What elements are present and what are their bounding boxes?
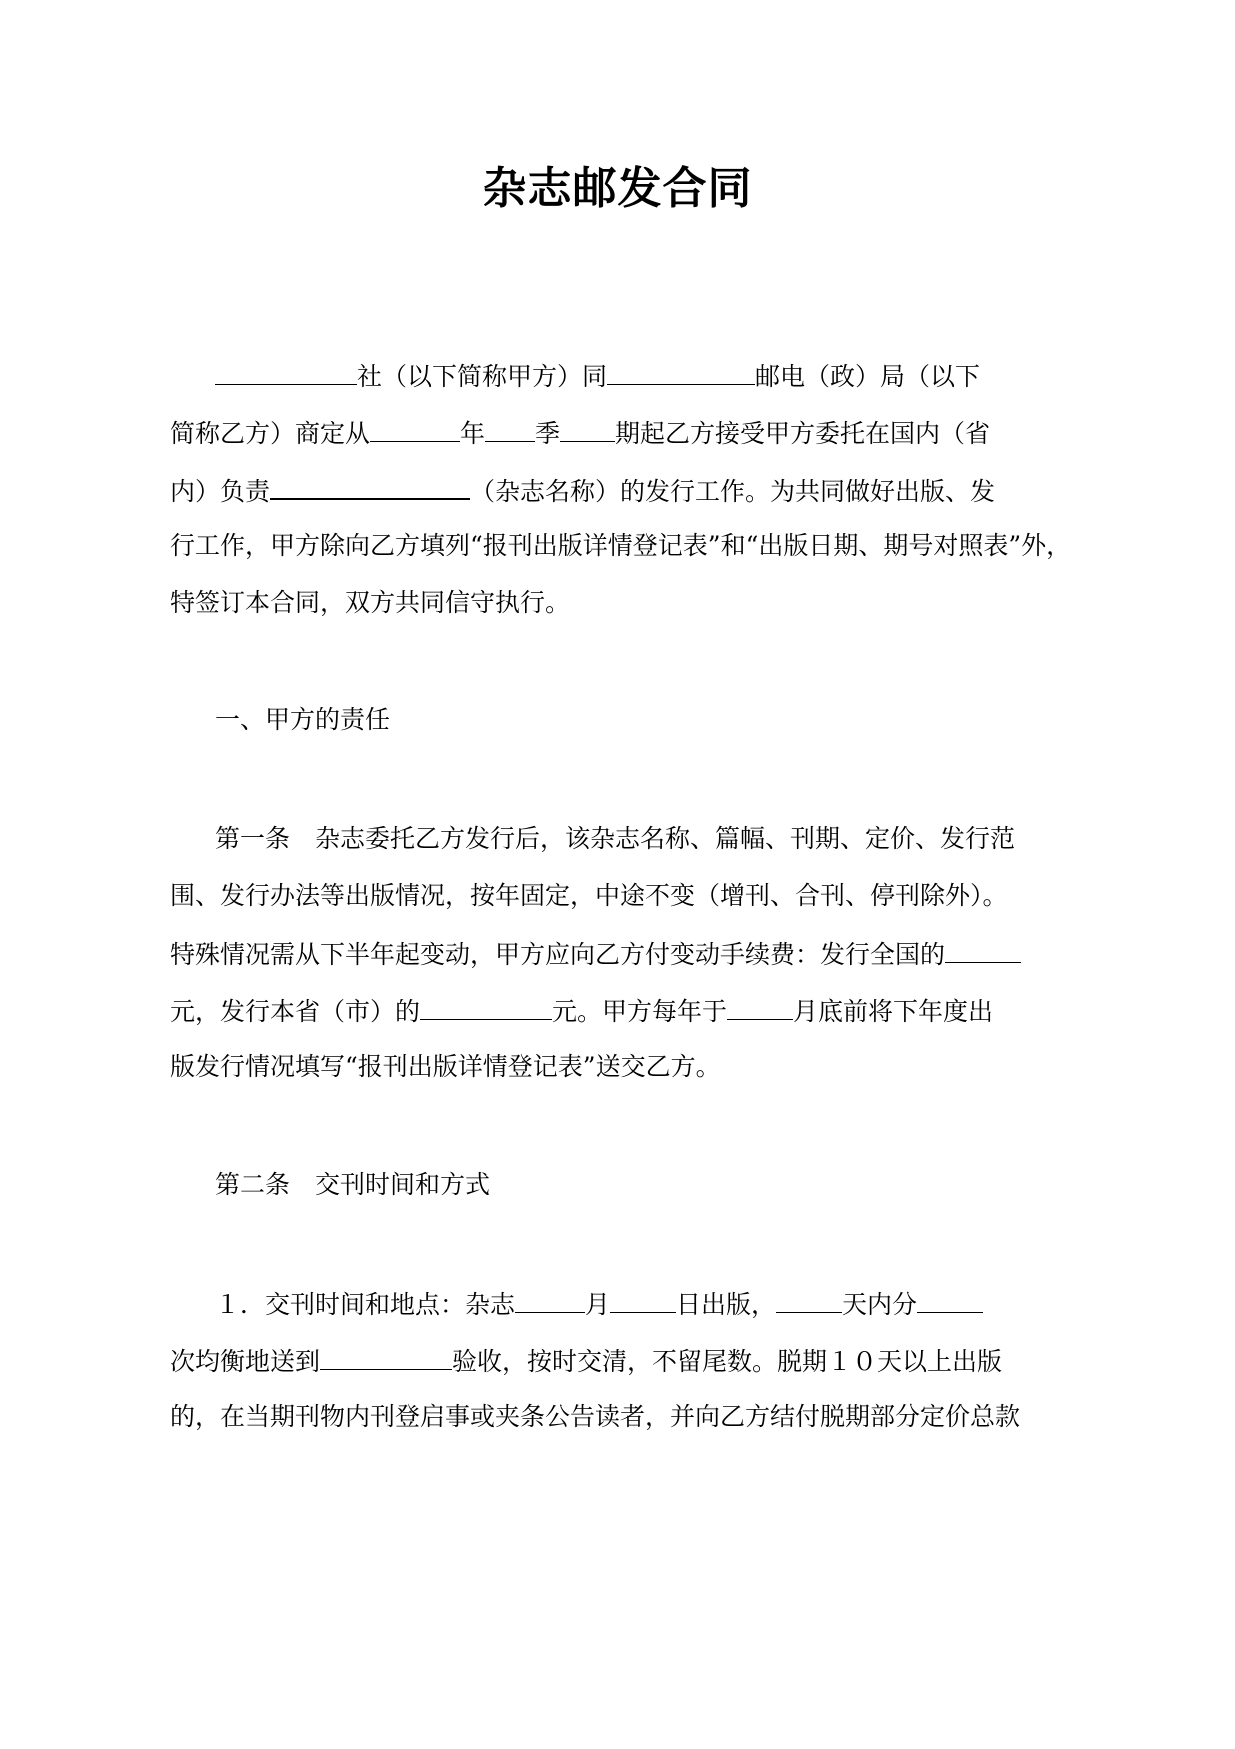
paragraph-line [170,1345,1002,1377]
paragraph-line: 的，在当期刊物内刊登启事或夹条公告读者，并向乙方结付脱期部分定价总款 [170,1402,1021,1431]
fill-blank[interactable] [607,360,755,385]
section-heading: 一、甲方的责任 [215,705,391,734]
fill-blank[interactable] [917,1288,983,1313]
paragraph-line: 特签订本合同，双方共同信守执行。 [170,588,571,617]
text-segment: 邮电（政）局（以下 [755,362,981,391]
fill-blank[interactable] [485,417,535,442]
text-segment: １．交刊时间和地点：杂志 [215,1290,516,1319]
text-segment: （杂志名称）的发行工作。为共同做好出版、发 [470,477,996,506]
fill-blank[interactable] [370,417,460,442]
paragraph-line: 版发行情况填写“报刊出版详情登记表”送交乙方。 [170,1052,721,1081]
fill-blank[interactable] [945,938,1021,963]
fill-blank[interactable] [560,417,615,442]
paragraph-line: 第一条 杂志委托乙方发行后，该杂志名称、篇幅、刊期、定价、发行范 [215,824,1016,853]
text-segment: 日出版， [676,1290,777,1319]
paragraph-line [170,995,993,1027]
text-segment: 特殊情况需从下半年起变动，甲方应向乙方付变动手续费：发行全国的 [170,940,946,969]
text-segment: 元，发行本省（市）的 [170,997,421,1026]
fill-blank[interactable] [420,995,552,1020]
text-segment: 季 [535,419,561,448]
text-segment: 内）负责 [170,477,271,506]
paragraph-line [170,474,995,507]
text-segment: 社（以下简称甲方）同 [357,362,608,391]
fill-blank[interactable] [320,1345,452,1370]
text-segment: 月底前将下年度出 [793,997,994,1026]
paragraph-line: 围、发行办法等出版情况，按年固定，中途不变（增刊、合刊、停刊除外）。 [170,881,1008,910]
text-segment: 年 [460,419,486,448]
fill-blank[interactable] [610,1288,676,1313]
text-segment: 元。甲方每年于 [552,997,728,1026]
paragraph-line [215,1288,983,1320]
text-segment: 次均衡地送到 [170,1347,321,1376]
fill-blank[interactable] [215,360,357,385]
document-title: 杂志邮发合同 [482,163,753,214]
text-segment: 月 [585,1290,611,1319]
text-segment: 天内分 [842,1290,918,1319]
paragraph-line [215,360,980,392]
fill-blank[interactable] [515,1288,585,1313]
paragraph-line: 行工作，甲方除向乙方填列“报刊出版详情登记表”和“出版日期、期号对照表”外， [170,531,1072,560]
fill-blank[interactable] [776,1288,842,1313]
paragraph-line [170,417,990,449]
text-segment: 期起乙方接受甲方委托在国内（省 [615,419,991,448]
text-segment: 验收，按时交清，不留尾数。脱期１０天以上出版 [452,1347,1003,1376]
article-heading: 第二条 交刊时间和方式 [215,1170,491,1199]
paragraph-line [170,938,1021,970]
text-segment: 简称乙方）商定从 [170,419,371,448]
fill-blank[interactable] [270,474,470,500]
fill-blank[interactable] [727,995,793,1020]
